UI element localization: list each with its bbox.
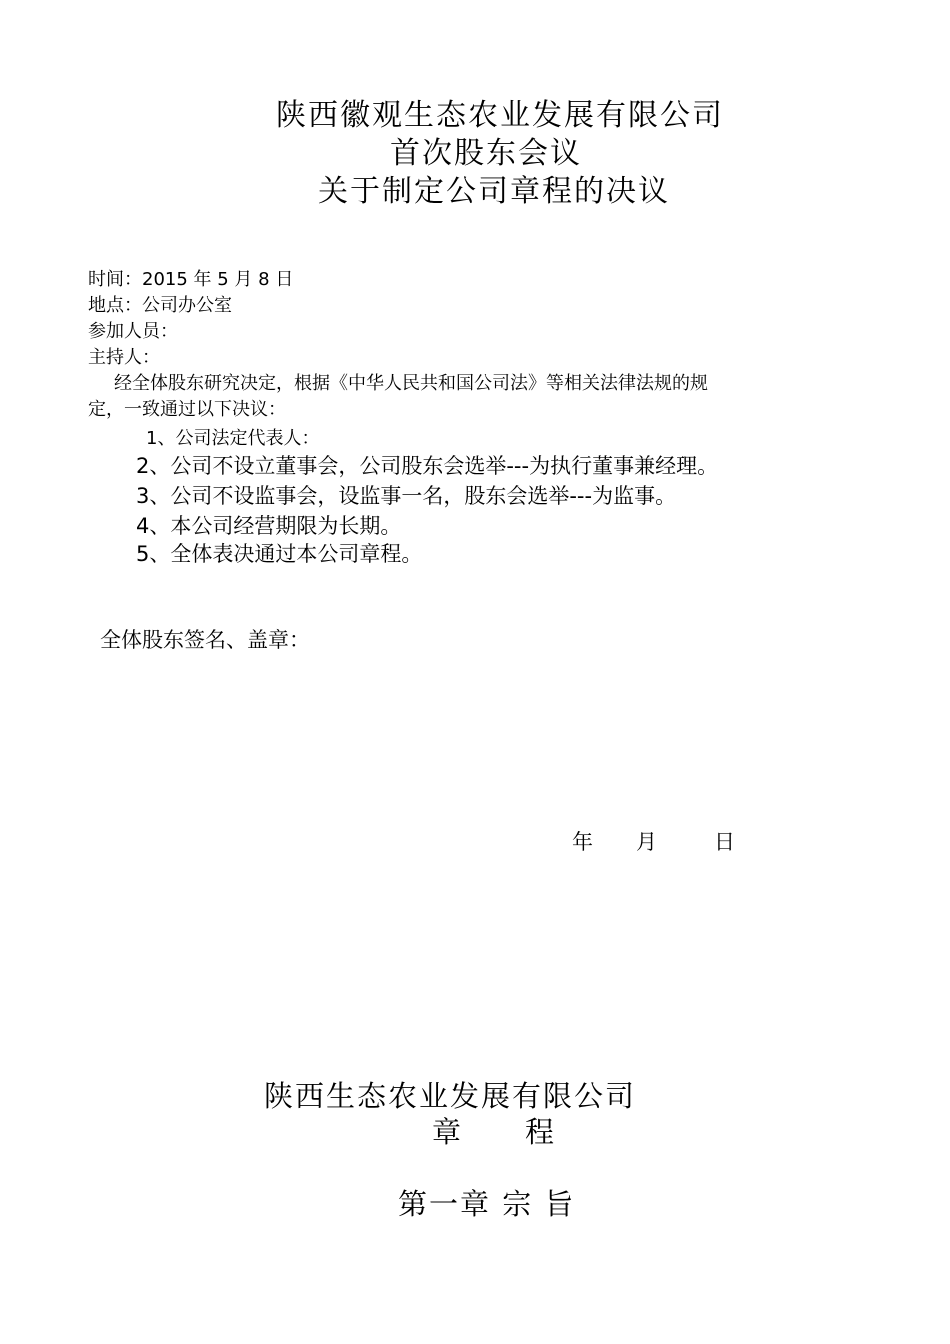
- shareholder-signature-label: 全体股东签名、盖章：: [100, 628, 310, 652]
- meeting-time: 时间：2015 年 5 月 8 日: [88, 269, 294, 290]
- resolution-item: 4、本公司经营期限为长期。: [136, 514, 402, 538]
- resolution-intro-line1: 经全体股东研究决定，根据《中华人民共和国公司法》等相关法律法规的规: [114, 373, 708, 394]
- resolution-title-company: 陕西徽观生态农业发展有限公司: [276, 98, 724, 133]
- resolution-intro-line2: 定，一致通过以下决议：: [88, 399, 286, 420]
- resolution-title-subject: 关于制定公司章程的决议: [318, 174, 670, 209]
- charter-company-title: 陕西生态农业发展有限公司: [264, 1079, 637, 1113]
- resolution-item: 3、公司不设监事会，设监事一名，股东会选举---为监事。: [136, 484, 677, 508]
- resolution-item: 1、公司法定代表人：: [146, 428, 320, 449]
- meeting-place: 地点：公司办公室: [88, 295, 232, 316]
- date-year: 年: [572, 830, 593, 854]
- resolution-item: 2、公司不设立董事会，公司股东会选举---为执行董事兼经理。: [136, 454, 719, 478]
- charter-title: 章 程: [432, 1115, 557, 1149]
- resolution-item: 5、全体表决通过本公司章程。: [136, 542, 423, 566]
- resolution-title-meeting: 首次股东会议: [390, 136, 582, 171]
- meeting-attendees: 参加人员：: [88, 321, 178, 342]
- meeting-host: 主持人：: [88, 347, 160, 368]
- date-day: 日: [714, 830, 735, 854]
- date-month: 月: [636, 830, 657, 854]
- charter-chapter-heading: 第一章 宗 旨: [398, 1187, 576, 1221]
